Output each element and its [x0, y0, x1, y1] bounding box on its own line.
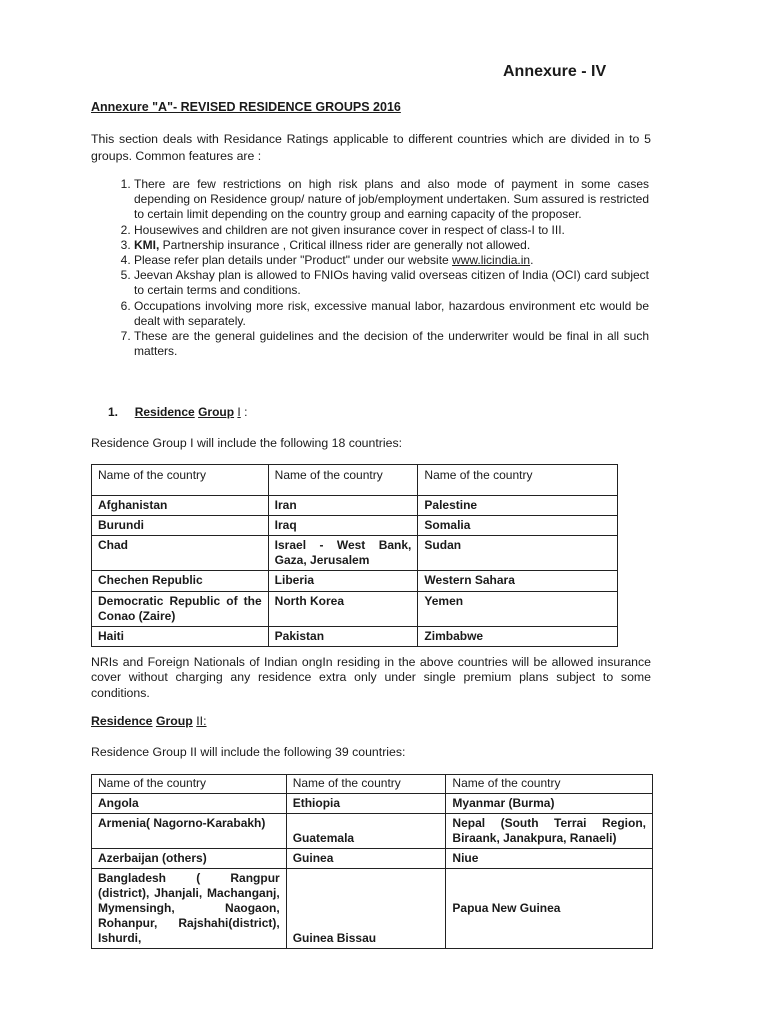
feature-bold: KMI,: [134, 237, 160, 252]
table-row: [92, 869, 653, 949]
table-cell: Western Sahara: [418, 571, 618, 592]
table-row: [92, 571, 618, 592]
title-suffix: :: [240, 405, 248, 419]
table-cell: Guinea: [286, 849, 446, 869]
table-cell: Nepal (South Terrai Region, Biraank, Janakpura, Ranaeli): [446, 814, 653, 849]
table-row: [92, 794, 653, 814]
title-word: Residence: [134, 405, 195, 419]
table-cell: Zimbabwe: [418, 627, 618, 647]
column-header: Name of the country: [446, 775, 653, 794]
table-cell: Burundi: [92, 516, 269, 536]
group2-table: [91, 774, 653, 949]
title-word: Group: [198, 405, 235, 419]
table-cell: Haiti: [92, 627, 269, 647]
table-cell: Angola: [92, 794, 287, 814]
table-cell: Papua New Guinea: [446, 869, 653, 949]
feature-item: [134, 177, 649, 223]
table-cell: Iraq: [268, 516, 418, 536]
title-word: II:: [196, 714, 207, 728]
table-row: [92, 496, 618, 516]
table-header-row: [92, 465, 618, 496]
table-cell: Azerbaijan (others): [92, 849, 287, 869]
feature-text: These are the general guidelines and the decision of the underwriter would be final in all such matters.: [134, 329, 649, 359]
features-list: [91, 177, 649, 359]
table-cell: Chad: [92, 536, 269, 571]
table-row: [92, 516, 618, 536]
table-cell: Bangladesh ( Rangpur (district), Jhanjali, Machanganj, Mymensingh, Naogaon, Rohanpur, Rajshahi(district), Ishurdi,: [92, 869, 287, 949]
feature-item: [134, 238, 649, 253]
table-cell: Pakistan: [268, 627, 418, 647]
table-cell: Democratic Republic of the Conao (Zaire): [92, 592, 269, 627]
table-row: [92, 814, 653, 849]
title-word: Group: [155, 714, 193, 728]
column-header: Name of the country: [418, 465, 618, 496]
title-word: I: [237, 405, 241, 419]
group1-table: [91, 464, 618, 647]
feature-item: [134, 329, 649, 359]
table-row: [92, 536, 618, 571]
feature-text: .: [530, 253, 534, 268]
table-cell: Guatemala: [286, 814, 446, 849]
table-cell: Liberia: [268, 571, 418, 592]
intro-paragraph: This section deals with Residance Ratings applicable to different countries which are divided in to 5 groups. Common features are :: [91, 132, 651, 163]
title-word: Residence: [91, 714, 153, 728]
nri-note: NRIs and Foreign Nationals of Indian ongIn residing in the above countries will be allowed insurance cover without charging any residence extra only under single premium plans subject to some conditions.: [91, 655, 651, 700]
feature-item: [134, 223, 649, 238]
annexure-label: Annexure - IV: [503, 63, 607, 80]
column-header: Name of the country: [92, 465, 269, 496]
table-cell: Israel - West Bank, Gaza, Jerusalem: [268, 536, 418, 571]
table-cell: North Korea: [268, 592, 418, 627]
section-number: 1.: [108, 405, 119, 419]
table-cell: Chechen Republic: [92, 571, 269, 592]
feature-text: Please refer plan details under "Product" under our website: [134, 253, 453, 268]
website-link[interactable]: www.licindia.in: [452, 253, 531, 268]
feature-text: Occupations involving more risk, excessive manual labor, hazardous environment etc would be dealt with separately.: [134, 298, 649, 328]
group1-description: Residence Group I will include the following 18 countries:: [91, 436, 403, 450]
table-cell: Yemen: [418, 592, 618, 627]
table-cell: Armenia( Nagorno-Karabakh): [92, 814, 287, 849]
column-header: Name of the country: [286, 775, 446, 794]
table-cell: Myanmar (Burma): [446, 794, 653, 814]
table-cell: Iran: [268, 496, 418, 516]
feature-text: Housewives and children are not given insurance cover in respect of class-I to III.: [134, 222, 565, 237]
table-header-row: [92, 775, 653, 794]
feature-item: [134, 253, 649, 268]
table-cell: Palestine: [418, 496, 618, 516]
table-cell: Niue: [446, 849, 653, 869]
feature-item: [134, 299, 649, 329]
document-heading: Annexure "A"- REVISED RESIDENCE GROUPS 2016: [91, 100, 401, 114]
column-header: Name of the country: [92, 775, 287, 794]
group2-title: [91, 714, 207, 728]
feature-item: [134, 268, 649, 298]
table-cell: Ethiopia: [286, 794, 446, 814]
table-cell: Guinea Bissau: [286, 869, 446, 949]
feature-text: Jeevan Akshay plan is allowed to FNIOs having valid overseas citizen of India (OCI) card subject to certain terms and conditions.: [134, 268, 649, 298]
table-row: [92, 627, 618, 647]
column-header: Name of the country: [268, 465, 418, 496]
feature-text: Partnership insurance , Critical illness rider are generally not allowed.: [159, 237, 531, 252]
table-cell: Somalia: [418, 516, 618, 536]
table-row: [92, 849, 653, 869]
feature-text: There are few restrictions on high risk plans and also mode of payment in some cases depending on Residence group/ nature of job/employment undertaken. Sum assured is restricted to certain limit depending on the country group and earning capacity of the proposer.: [134, 177, 649, 222]
table-cell: Sudan: [418, 536, 618, 571]
table-cell: Afghanistan: [92, 496, 269, 516]
group1-title: [108, 405, 247, 419]
group2-description: Residence Group II will include the following 39 countries:: [91, 745, 406, 759]
table-row: [92, 592, 618, 627]
